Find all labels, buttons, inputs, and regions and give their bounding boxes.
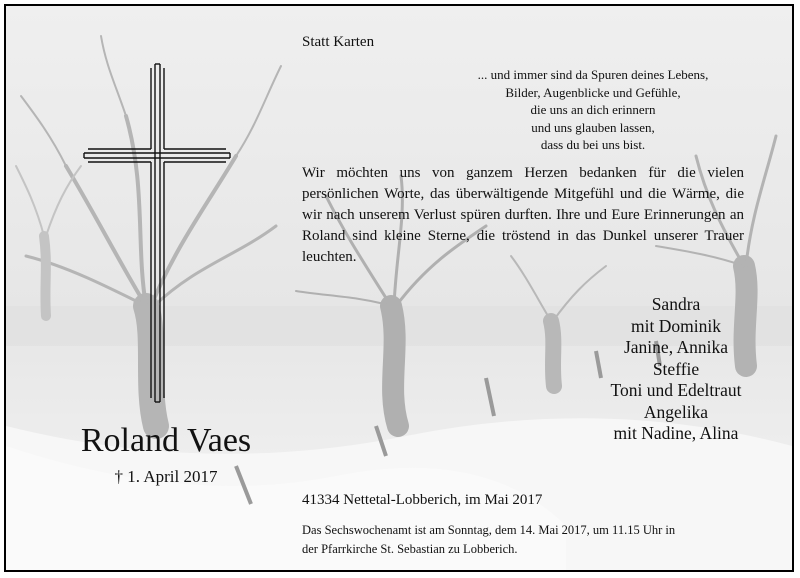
family-line: mit Dominik: [631, 315, 721, 336]
poem-line: dass du bei uns bist.: [540, 137, 646, 152]
poem-line: ... und immer sind da Spuren deines Lebens,: [477, 67, 709, 82]
statt-karten-heading: Statt Karten: [302, 34, 375, 50]
poem-line: Bilder, Augenblicke und Gefühle,: [505, 84, 681, 100]
family-line: mit Nadine, Alina: [613, 423, 739, 443]
poem-line: die uns an dich erinnern: [530, 102, 656, 117]
family-line: Toni und Edeltraut: [610, 380, 742, 400]
cross-icon: [6, 6, 266, 426]
family-line: Janine, Annika: [623, 337, 728, 357]
service-line: der Pfarrkirche St. Sebastian zu Lobberich.: [302, 542, 518, 556]
family-line: Sandra: [651, 294, 701, 314]
death-date: † 1. April 2017: [114, 467, 218, 486]
poem-line: und uns glauben lassen,: [531, 119, 655, 135]
family-line: Angelika: [643, 401, 709, 422]
obituary-card: [4, 4, 794, 572]
family-line: Steffie: [652, 358, 700, 379]
poem: [442, 66, 744, 154]
thank-you-message: Wir möchten uns von ganzem Herzen bedanken für die vielen persönlichen Worte, das überwältigende Mitgefühl und die Wärme, die wir nach unserem Verlust spüren durften. Ihre und Eure Erinnerungen an Roland sind kleine Sterne, die tröstend in das Dunkel unserer Trauer leuchten.: [302, 165, 744, 265]
service-notice: [302, 521, 744, 559]
deceased-name: Roland Vaes: [80, 422, 252, 459]
service-line: Das Sechswochenamt ist am Sonntag, dem 14. Mai 2017, um 11.15 Uhr in: [302, 523, 676, 537]
place-date: 41334 Nettetal-Lobberich, im Mai 2017: [302, 492, 543, 508]
family-names: [566, 294, 786, 445]
